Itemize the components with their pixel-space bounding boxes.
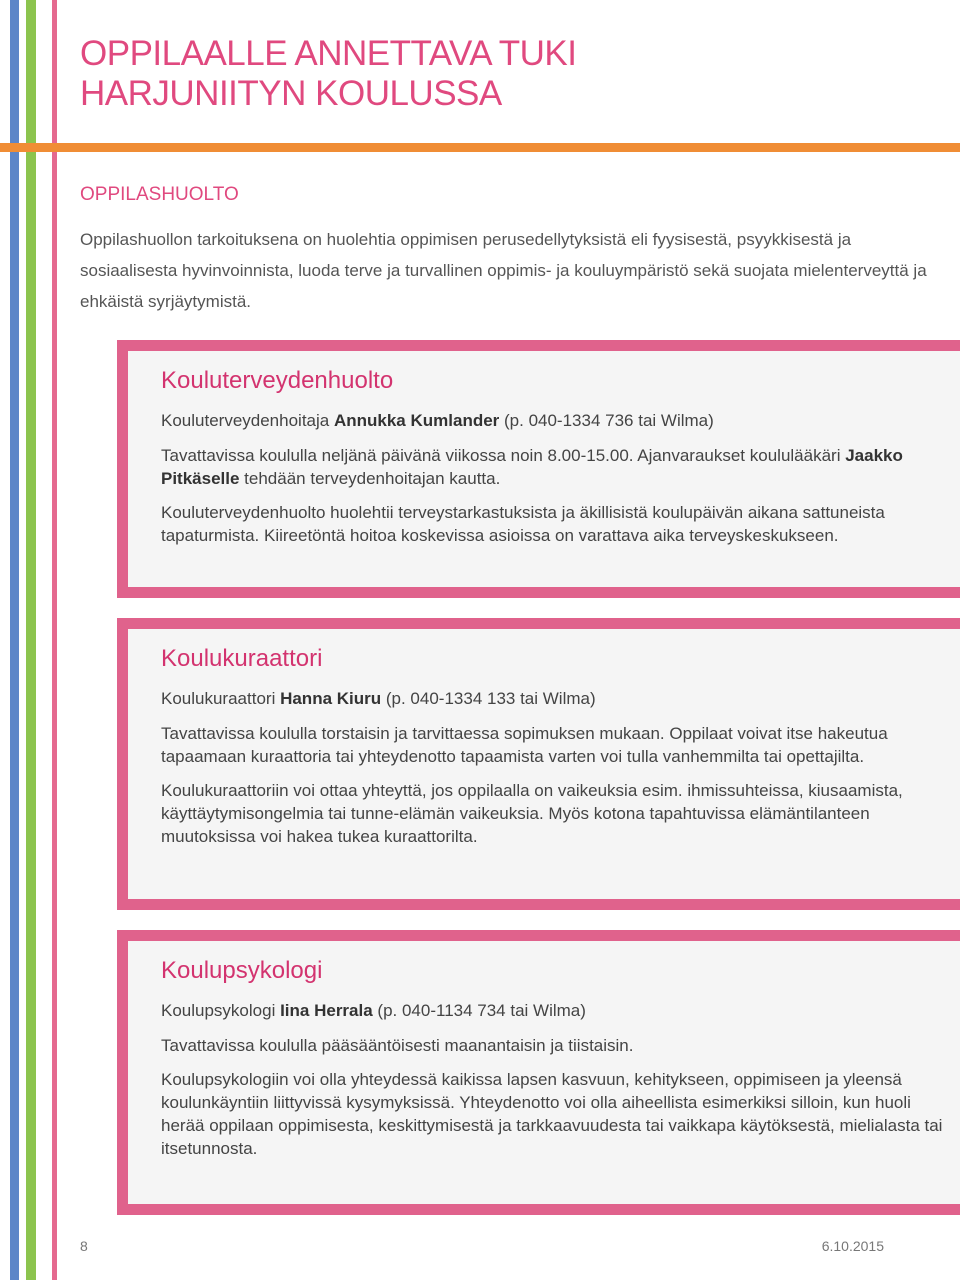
contact-role: Koulukuraattori xyxy=(161,689,281,708)
card-paragraph-2: Koulukuraattoriin voi ottaa yhteyttä, jos oppilaalla on vaikeuksia esim. ihmissuhteissa, kiusaamista, käyttäytymisongelmia tai tunne-elämän vaikeuksia. Myös kotona tapahtuvissa elämäntilanteen muutoksissa voi hakea tukea kuraattorilta. xyxy=(161,781,903,846)
contact-name: Hanna Kiuru xyxy=(280,689,382,708)
contact-name: Annukka Kumlander xyxy=(333,411,500,430)
decorative-stripe-green xyxy=(26,0,36,1280)
page-number: 8 xyxy=(80,1238,88,1254)
card-paragraph-1 xyxy=(161,444,948,490)
card-paragraph-1: Tavattavissa koululla pääsääntöisesti maanantaisin ja tiistaisin. xyxy=(161,1036,634,1055)
card-title: Koulupsykologi xyxy=(161,957,323,984)
card-school-health xyxy=(117,340,960,598)
contact-line xyxy=(161,687,948,710)
contact-phone: (p. 040-1134 734 tai Wilma) xyxy=(372,1001,586,1020)
contact-phone: (p. 040-1334 736 tai Wilma) xyxy=(499,411,714,430)
card-title: Koulukuraattori xyxy=(161,645,323,672)
card-paragraph-1: Tavattavissa koululla torstaisin ja tarvittaessa sopimuksen mukaan. Oppilaat voivat itse hakeutua tapaamaan kuraattoria tai yhteydenotto tapaamista varten voi tulla vanhemmilta tai opettajilta. xyxy=(161,724,888,766)
contact-line xyxy=(161,999,948,1022)
page-title-line-1: OPPILAALLE ANNETTAVA TUKI xyxy=(80,34,577,73)
card-title: Kouluterveydenhuolto xyxy=(161,367,394,394)
card-school-psychologist xyxy=(117,930,960,1215)
paragraph-text: Tavattavissa koululla neljänä päivänä viikossa noin 8.00-15.00. Ajanvaraukset koululääkäri xyxy=(161,446,846,465)
card-paragraph-2: Koulupsykologiin voi olla yhteydessä kaikissa lapsen kasvuun, kehitykseen, oppimiseen ja yleensä koulunkäyntiin liittyvissä kysymyksissä. Yhteydenotto voi olla aiheellista esimerkiksi silloin, kun huoli herää oppilaan oppimisesta, keskittymisestä ja tarkkaavuudesta tai vaikkapa käytöksestä, mielialasta tai itsetunnosta. xyxy=(161,1070,943,1158)
header-divider xyxy=(0,143,960,152)
footer-date: 6.10.2015 xyxy=(821,1238,884,1254)
contact-role: Koulupsykologi xyxy=(161,1001,281,1020)
contact-phone: (p. 040-1334 133 tai Wilma) xyxy=(381,689,596,708)
section-heading: OPPILASHUOLTO xyxy=(80,184,239,205)
contact-role: Kouluterveydenhoitaja xyxy=(161,411,334,430)
card-school-social-worker xyxy=(117,618,960,910)
page-title-line-2: HARJUNIITYN KOULUSSA xyxy=(80,74,502,113)
page-title xyxy=(80,34,577,114)
decorative-stripe-pink xyxy=(52,0,57,1280)
paragraph-text: tehdään terveydenhoitajan kautta. xyxy=(239,469,501,488)
contact-name: Iina Herrala xyxy=(280,1001,373,1020)
card-paragraph-2: Kouluterveydenhuolto huolehtii terveystarkastuksista ja äkillisistä koulupäivän aikana sattuneista tapaturmista. Kiireetöntä hoitoa koskevissa asioissa on varattava aika terveyskeskukseen. xyxy=(161,503,885,545)
contact-line xyxy=(161,409,948,432)
section-intro: Oppilashuollon tarkoituksena on huolehtia oppimisen perusedellytyksistä eli fyysisestä, psyykkisestä ja sosiaalisesta hyvinvoinnista, luoda terve ja turvallinen oppimis- ja kouluympäristö sekä suojata mielenterveyttä ja ehkäistä syrjäytymistä. xyxy=(80,230,927,311)
doctor-name: Jaakko Pitkäselle xyxy=(161,446,903,488)
decorative-stripe-blue xyxy=(10,0,19,1280)
